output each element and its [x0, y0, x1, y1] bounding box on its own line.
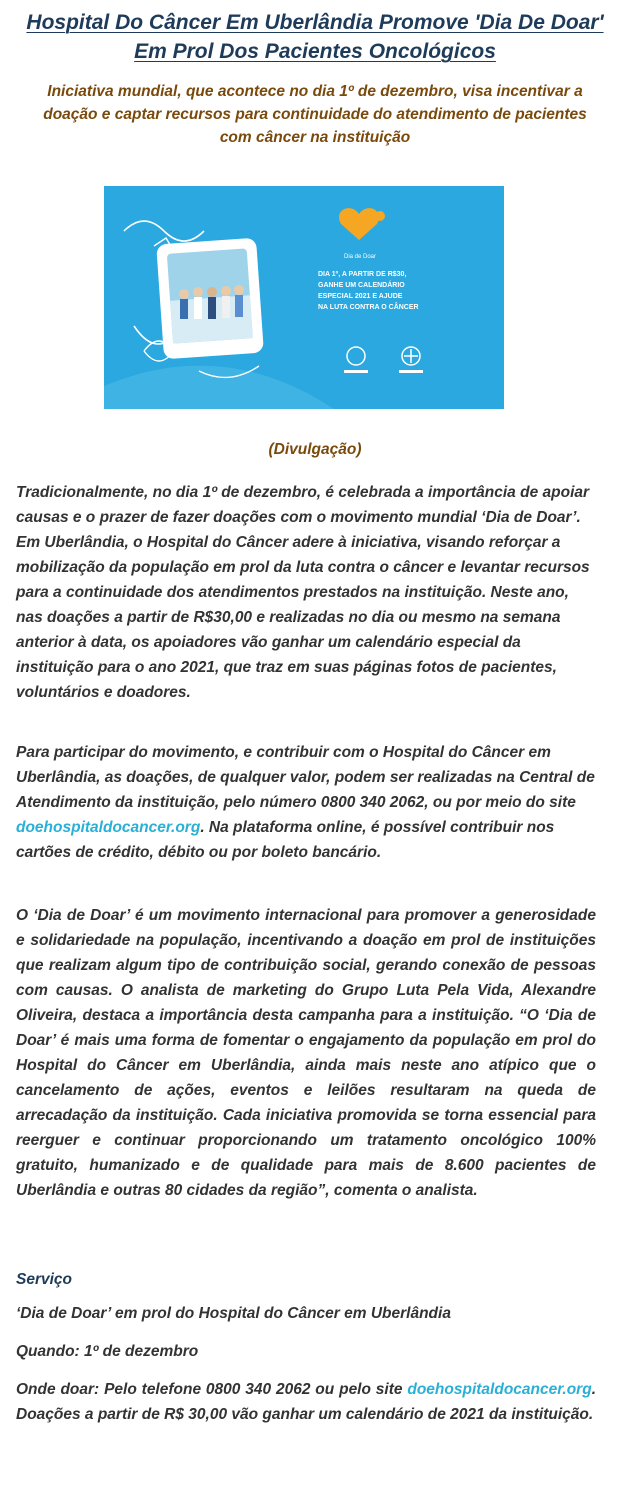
image-promo-line-3: ESPECIAL 2021 E AJUDE [318, 293, 403, 300]
image-promo-line-2: GANHE UM CALENDÁRIO [318, 282, 405, 289]
service-where-text-end: . Doações a partir de R$ 30,00 vão ganhar um calendário de 2021 da instituição. [16, 1381, 596, 1423]
paragraph-3: O ‘Dia de Doar’ é um movimento internacional para promover a generosidade e solidariedade na população, incentivando a doação em prol de instituições que realizam algum tipo de contribuição social, gerando conexão de pessoas com causas. O analista de marketing do Grupo Luta Pela Vida, Alexandre Oliveira, destaca a importância desta campanha para a instituição. “O ‘Dia de Doar’ é mais uma forma de fomentar o engajamento da população em prol do Hospital do Câncer em Uberlândia, ainda mais neste ano atípico que o cancelamento de ações, eventos e leilões resultaram na queda de arrecadação da instituição. Cada iniciativa promovida se torna essencial para reerguer e continuar proporcionando um tratamento oncológico 100% gratuito, humanizado e de qualidade para mais de 8.600 pacientes de Uberlândia e outras 80 cidades da região”, comenta o analista. [16, 907, 596, 1199]
donation-site-link[interactable]: doehospitaldocancer.org [16, 819, 201, 836]
service-event: ‘Dia de Doar’ em prol do Hospital do Câncer em Uberlândia [16, 1305, 451, 1322]
article-headline: Hospital Do Câncer Em Uberlândia Promove 'Dia De Doar' Em Prol Dos Pacientes Oncológicos [26, 11, 604, 63]
paragraph-2 [16, 740, 596, 865]
paragraph-2-text: Para participar do movimento, e contribuir com o Hospital do Câncer em Uberlândia, as doações, de qualquer valor, podem ser realizadas na Central de Atendimento da instituição, pelo número 0800 340 2062, ou por meio do site [16, 744, 595, 811]
image-promo-line-4: NA LUTA CONTRA O CÂNCER [318, 304, 419, 311]
image-caption: (Divulgação) [268, 441, 362, 458]
campaign-image [104, 186, 504, 409]
service-site-link[interactable]: doehospitaldocancer.org [407, 1381, 592, 1398]
service-when: Quando: 1º de dezembro [16, 1343, 199, 1360]
service-where [16, 1377, 596, 1427]
image-promo-line-1: DIA 1º, A PARTIR DE R$30, [318, 271, 407, 278]
service-heading: Serviço [16, 1271, 73, 1288]
image-logo-text: Dia de Doar [343, 254, 377, 260]
service-where-text: Onde doar: Pelo telefone 0800 340 2062 ou pelo site [16, 1381, 408, 1398]
campaign-illustration [104, 186, 504, 409]
article-subtitle: Iniciativa mundial, que acontece no dia 1º de dezembro, visa incentivar a doação e captar recursos para continuidade do atendimento de pacientes com câncer na instituição [43, 83, 587, 146]
paragraph-1: Tradicionalmente, no dia 1º de dezembro, é celebrada a importância de apoiar causas e o prazer de fazer doações com o movimento mundial ‘Dia de Doar’. Em Uberlândia, o Hospital do Câncer adere à iniciativa, visando reforçar a mobilização da população em prol da luta contra o câncer e levantar recursos para a continuidade dos atendimentos prestados na instituição. Neste ano, nas doações a partir de R$30,00 e realizadas no dia ou mesmo na semana anterior à data, os apoiadores vão ganhar um calendário especial da instituição para o ano 2021, que traz em suas páginas fotos de pacientes, voluntários e doadores. [16, 484, 590, 701]
paragraph-2-text-end: . Na plataforma online, é possível contribuir nos cartões de crédito, débito ou por boleto bancário. [16, 819, 555, 861]
